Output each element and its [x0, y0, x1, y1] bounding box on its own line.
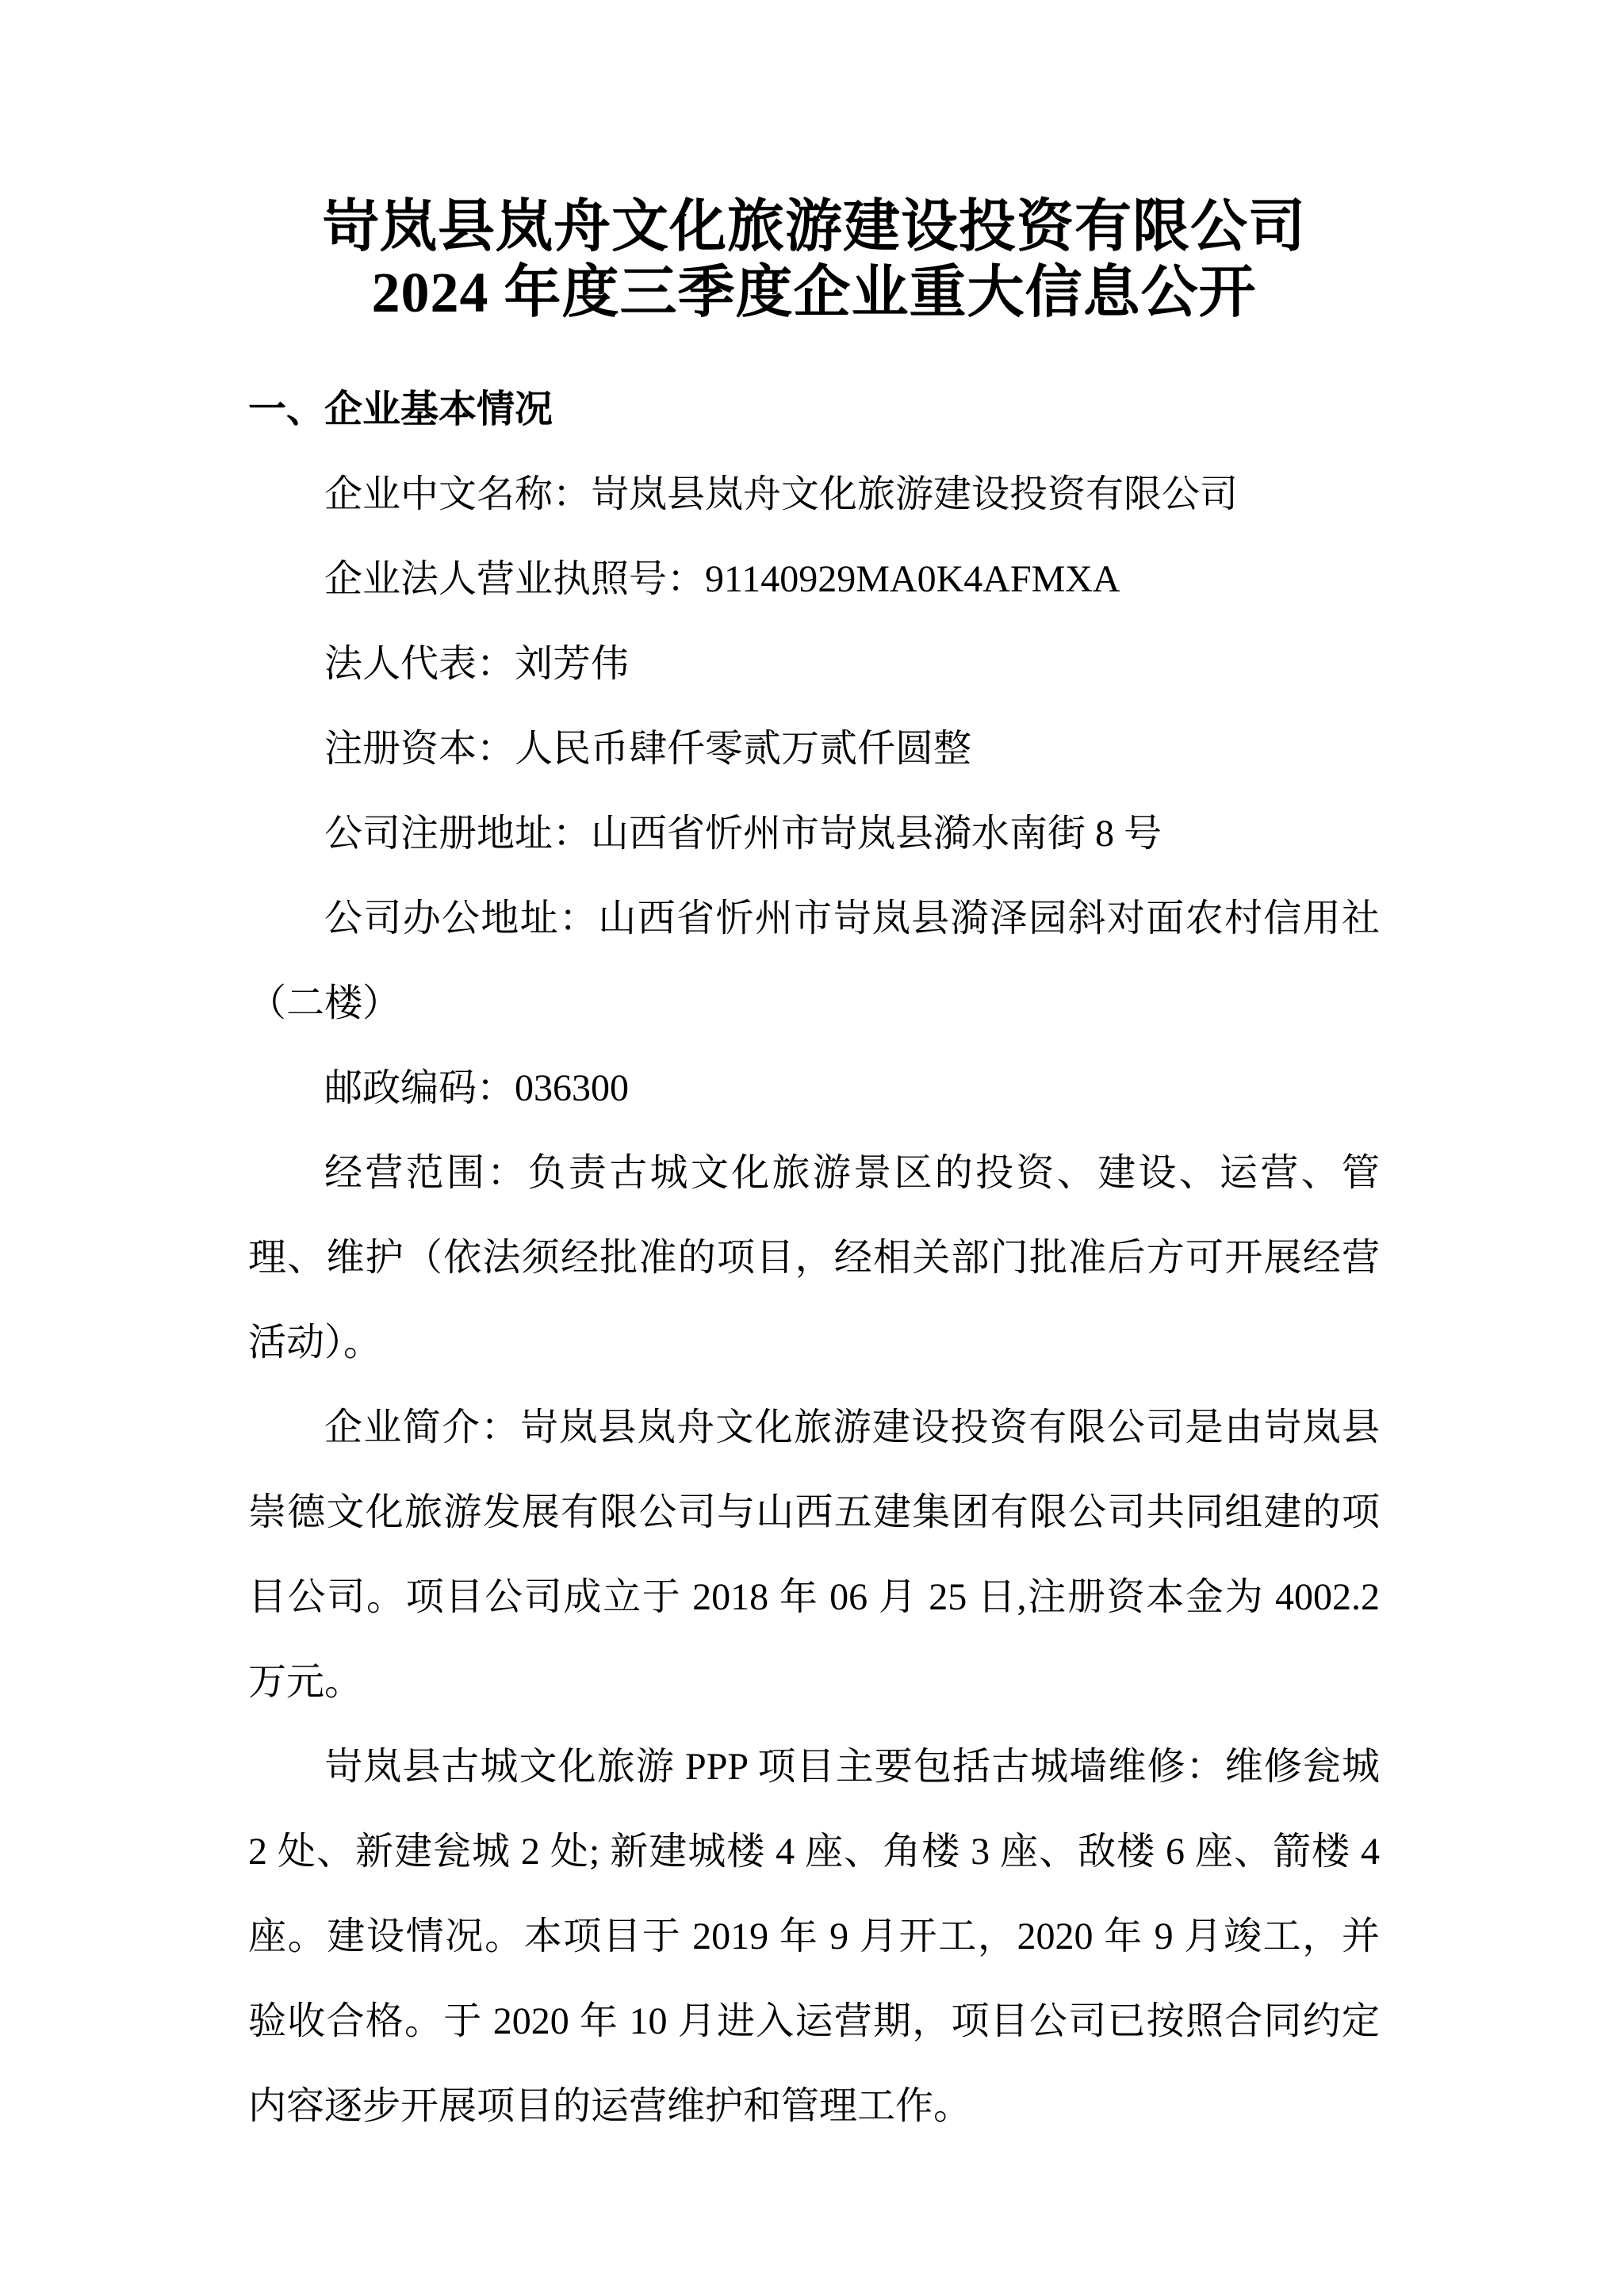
- document-title: [248, 0, 1380, 326]
- paragraph-company-name: 企业中文名称：岢岚县岚舟文化旅游建设投资有限公司: [324, 473, 1239, 515]
- paragraph-legal-representative: 法人代表：刘芳伟: [324, 643, 630, 685]
- paragraph-registered-capital: 注册资本：人民币肆仟零贰万贰仟圆整: [324, 728, 972, 770]
- title-line-report: 2024 年度三季度企业重大信息公开: [371, 261, 1257, 324]
- section-heading-basic-info: 一、企业基本情况: [248, 388, 553, 430]
- paragraph-postal-code: 邮政编码：036300: [324, 1067, 630, 1109]
- paragraph-office-address: 公司办公地址：山西省忻州市岢岚县漪泽园斜对面农村信用社（二楼）: [248, 897, 1380, 1024]
- document-body: [248, 367, 1380, 2149]
- paragraph-registered-address: 公司注册地址：山西省忻州市岢岚县漪水南街 8 号: [324, 813, 1162, 855]
- paragraph-company-profile: 企业简介：岢岚县岚舟文化旅游建设投资有限公司是由岢岚县崇德文化旅游发展有限公司与山西五建集团有限公司共同组建的项目公司。项目公司成立于 2018 年 06 月 25 日,注册资本金为 4002.2 万元。: [248, 1406, 1380, 1703]
- paragraph-ppp-project-overview: 岢岚县古城文化旅游 PPP 项目主要包括古城墙维修：维修瓮城 2 处、新建瓮城 2 处; 新建城楼 4 座、角楼 3 座、敌楼 6 座、箭楼 4 座。建设情况。本项目于 2019 年 9 月开工，2020 年 9 月竣工，并验收合格。于 2020 年 10 月进入运营期，项目公司已按照合同约定内容逐步开展项目的运营维护和管理工作。: [248, 1746, 1380, 2127]
- paragraph-business-scope: 经营范围：负责古城文化旅游景区的投资、建设、运营、管理、维护（依法须经批准的项目，经相关部门批准后方可开展经营活动）。: [248, 1152, 1380, 1364]
- document-content: [248, 0, 1380, 2149]
- title-line-company: 岢岚县岚舟文化旅游建设投资有限公司: [321, 195, 1306, 258]
- paragraph-business-license-number: 企业法人营业执照号：91140929MA0K4AFMXA: [324, 558, 1120, 600]
